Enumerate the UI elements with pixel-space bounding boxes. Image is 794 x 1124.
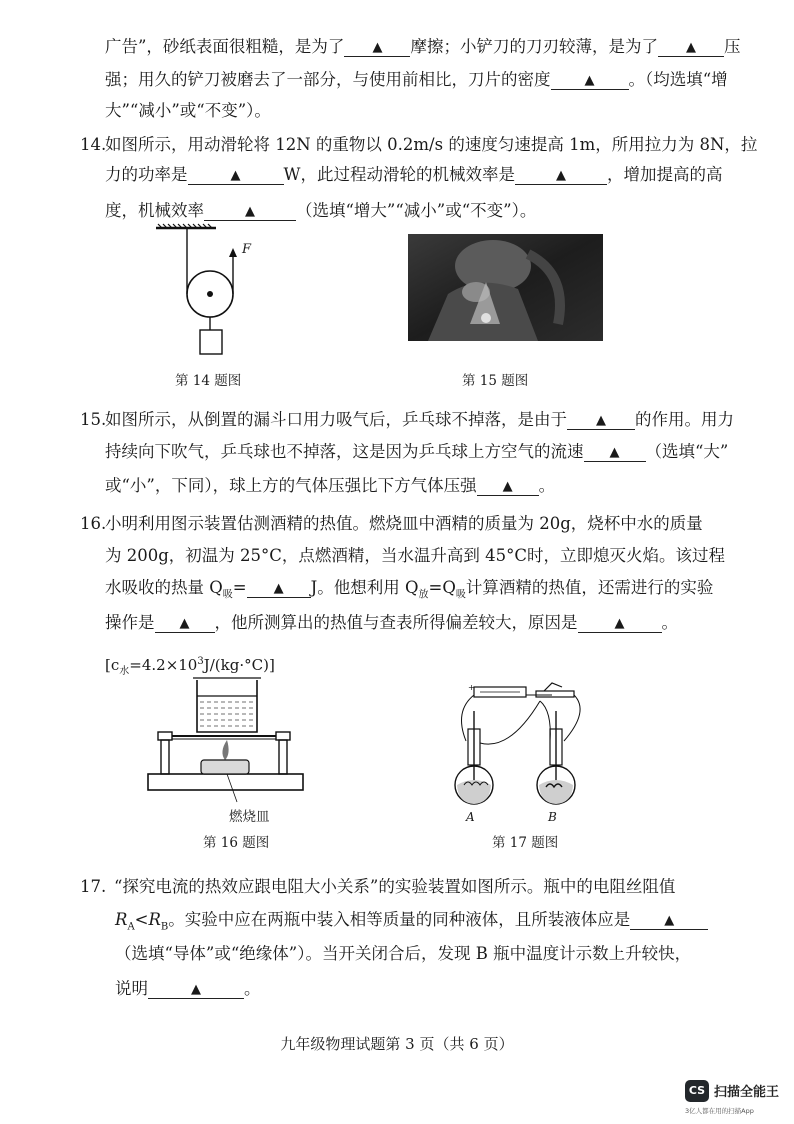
q16-text: 水吸收的热量 Q (105, 578, 223, 597)
q14-text: 度，机械效率 (105, 201, 204, 220)
answer-blank[interactable]: ▲ (204, 201, 296, 221)
svg-text:+: + (468, 683, 475, 692)
q17-subscript: B (160, 921, 169, 933)
alcohol-burner-apparatus (145, 674, 310, 814)
q15-text: （选填“大” (645, 442, 729, 461)
q15-line-1 (80, 409, 734, 431)
figure-caption: 第 16 题图 (203, 835, 270, 851)
answer-blank[interactable]: ▲ (247, 578, 311, 598)
figure-caption: 第 15 题图 (462, 373, 529, 389)
q15-text: 或“小”，下同），球上方的气体压强比下方气体压强 (105, 476, 477, 495)
q13-text: 强；用久的铲刀被磨去了一部分，与使用前相比，刀片的密度 (105, 70, 551, 89)
answer-blank[interactable]: ▲ (477, 476, 539, 496)
q15-text: 。 (538, 476, 556, 495)
q15-text: 持续向下吹气，乒乓球也不掉落，这是因为乒乓球上方空气的流速 (105, 442, 584, 461)
answer-blank[interactable]: ▲ (567, 410, 635, 430)
page-footer: 九年级物理试题第 3 页（共 6 页） (280, 1035, 514, 1053)
figure-caption: 第 17 题图 (492, 835, 559, 851)
answer-blank[interactable]: ▲ (578, 613, 662, 633)
q17-text: 。实验中应在两瓶中装入相等质量的同种液体，且所装液体应是 (168, 910, 631, 929)
q15-text: 的作用。用力 (635, 410, 734, 429)
q14-text: ，增加提高的高 (606, 165, 723, 184)
q15-text: 如图所示，从倒置的漏斗口用力吸气后，乒乓球不掉落，是由于 (105, 410, 567, 429)
const-text: J/(kg·°C)] (203, 656, 275, 674)
question-number: 17. (80, 877, 107, 896)
q16-line-4 (105, 612, 678, 634)
answer-blank[interactable]: ▲ (515, 165, 607, 185)
q16-line-1 (80, 513, 703, 535)
q14-text: 如图所示，用动滑轮将 12N 的重物以 0.2m/s 的速度匀速提高 1m，所用拉力为 8N，拉 (105, 135, 758, 154)
const-superscript: 3 (197, 656, 204, 667)
q16-text: 计算酒精的热值，还需进行的实验 (465, 578, 714, 597)
q16-text: 操作是 (105, 613, 155, 632)
answer-blank[interactable]: ▲ (630, 910, 708, 930)
joule-heating-apparatus (440, 681, 600, 811)
q16-text: 小明利用图示装置估测酒精的热值。燃烧皿中酒精的质量为 20g，烧杯中水的质量 (105, 514, 703, 533)
q17-text: <R (134, 910, 161, 929)
q16-text: ，他所测算出的热值与查表所得偏差较大，原因是 (214, 613, 578, 632)
q17-text: 说明 (115, 979, 148, 998)
answer-blank[interactable]: ▲ (344, 37, 410, 57)
answer-blank[interactable]: ▲ (658, 37, 724, 57)
q13-line-2 (105, 69, 728, 91)
q16-text: J。他想利用 Q (310, 578, 419, 597)
q17-text: “探究电流的热效应跟电阻大小关系”的实验装置如图所示。瓶中的电阻丝阻值 (114, 877, 676, 896)
question-number: 16. (80, 514, 107, 533)
const-text: [c (105, 656, 120, 674)
answer-blank[interactable]: ▲ (551, 70, 629, 90)
q13-text: 广告”，砂纸表面很粗糙，是为了 (105, 37, 345, 56)
scanner-watermark (685, 1080, 794, 1120)
q14-text: 力的功率是 (105, 165, 188, 184)
q13-line-3 (105, 100, 271, 122)
q17-line-2 (115, 909, 708, 938)
cs-logo-icon: CS (685, 1080, 709, 1102)
watermark-name: 扫描全能王 (714, 1085, 780, 1100)
question-number: 14. (80, 135, 107, 154)
q15-line-3 (105, 475, 555, 497)
q17-line-1 (80, 876, 675, 898)
q13-text: 压 (723, 37, 741, 56)
const-subscript: 水 (119, 666, 130, 677)
q13-line-1 (105, 36, 740, 58)
q16-subscript: 吸 (222, 589, 233, 601)
q16-line-2 (105, 545, 725, 567)
q13-text: 。（均选填“增 (628, 70, 728, 89)
q17-line-3 (115, 943, 691, 965)
q17-subscript: A (127, 921, 135, 933)
q17-text: （选填“导体”或“绝缘体”）。当开关闭合后，发现 B 瓶中温度计示数上升较快， (115, 944, 692, 963)
const-text: =4.2×10 (129, 656, 198, 674)
q14-text: W，此过程动滑轮的机械效率是 (283, 165, 515, 184)
fig-label-B: B (548, 810, 557, 824)
q16-subscript: 放 (418, 589, 429, 601)
q17-text: 。 (244, 979, 261, 998)
q14-line-1 (80, 134, 757, 156)
q16-text: 。 (661, 613, 678, 632)
q16-line-3 (105, 577, 713, 606)
figure-caption: 第 14 题图 (175, 373, 242, 389)
answer-blank[interactable]: ▲ (584, 442, 646, 462)
fig-label-A: A (466, 810, 475, 824)
q16-subscript: 吸 (455, 589, 466, 601)
fig-label-F: F (242, 242, 252, 257)
q16-text: 为 200g，初温为 25°C，点燃酒精，当水温升高到 45°C时，立即熄灭火焰。该过程 (105, 546, 726, 565)
pulley-diagram (150, 222, 270, 362)
answer-blank[interactable]: ▲ (155, 613, 215, 633)
q16-text: = (232, 578, 247, 597)
answer-blank[interactable]: ▲ (188, 165, 284, 185)
q16-text: =Q (428, 578, 456, 597)
q14-line-2 (105, 164, 722, 186)
question-number: 15. (80, 410, 107, 429)
q13-text: 大”“减小”或“不变”）。 (105, 101, 271, 120)
q14-line-3 (105, 200, 536, 222)
watermark-sub: 3亿人都在用的扫描App (685, 1107, 754, 1115)
q17-line-4 (115, 978, 261, 1000)
answer-blank[interactable]: ▲ (148, 979, 244, 999)
funnel-photo (408, 234, 603, 341)
q17-text: R (115, 910, 128, 929)
q13-text: 摩擦；小铲刀的刀刃较薄，是为了 (410, 37, 658, 56)
fig-label-burner: 燃烧皿 (229, 809, 270, 825)
q15-line-2 (105, 441, 728, 463)
q14-text: （选填“增大”“减小”或“不变”）。 (296, 201, 537, 220)
